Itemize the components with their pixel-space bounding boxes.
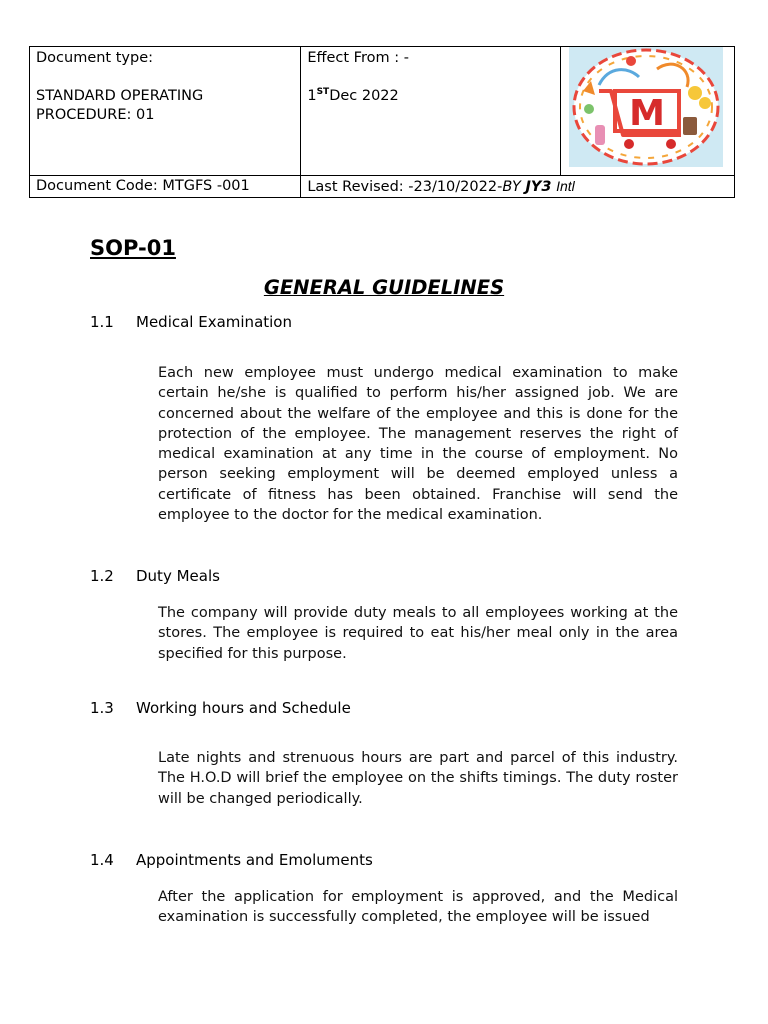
- last-revised: Last Revised: -23/10/2022-: [307, 178, 503, 195]
- logo-letter: M: [628, 93, 665, 134]
- logo-cell: [560, 47, 734, 176]
- section-heading-1-4: [90, 851, 373, 869]
- revised-by: BY: [502, 178, 521, 195]
- document-type-label: Document type:: [36, 50, 154, 66]
- section-heading-text: Duty Meals: [136, 567, 220, 585]
- effect-month-year: Dec 2022: [329, 88, 399, 104]
- section-heading-1-2: [90, 567, 220, 585]
- document-type-value-line1: STANDARD OPERATING: [36, 88, 204, 104]
- document-code: Document Code: MTGFS -001: [36, 178, 250, 194]
- section-heading-text: Medical Examination: [136, 313, 292, 331]
- section-heading-1-3: [90, 699, 351, 717]
- document-code-cell: [30, 176, 301, 198]
- effect-from-label: Effect From : -: [307, 50, 409, 66]
- section-body-1-2: The company will provide duty meals to all employees working at the stores. The employee is required to eat his/her meal only in the area specified for this purpose.: [158, 605, 678, 662]
- sop-title: SOP-01: [90, 236, 176, 260]
- section-body-1-3: Late nights and strenuous hours are part and parcel of this industry. The H.O.D will brief the employee on the shifts timings. The duty roster will be changed periodically.: [158, 750, 678, 807]
- effect-day: 1: [307, 88, 317, 104]
- section-number: 1.1: [90, 313, 114, 331]
- section-body-1-4: After the application for employment is approved, and the Medical examination is successfully completed, the employee will be issued: [158, 889, 678, 926]
- section-heading-1-1: [90, 313, 292, 331]
- document-header-table: [29, 46, 735, 198]
- section-heading-text: Appointments and Emoluments: [136, 851, 373, 869]
- section-number: 1.4: [90, 851, 114, 869]
- document-type-cell: [30, 47, 301, 176]
- company-logo: [569, 47, 723, 167]
- document-type-value-line2: PROCEDURE: 01: [36, 107, 155, 123]
- section-number: 1.2: [90, 567, 114, 585]
- effect-from-cell: [301, 47, 560, 176]
- effect-from-date: [307, 87, 553, 106]
- revised-intl: Intl: [556, 177, 575, 194]
- last-revised-cell: [301, 176, 735, 198]
- effect-day-suffix: ST: [316, 87, 330, 98]
- guidelines-title: GENERAL GUIDELINES: [263, 276, 505, 299]
- section-heading-text: Working hours and Schedule: [136, 699, 351, 717]
- section-number: 1.3: [90, 699, 114, 717]
- section-body-1-1: Each new employee must undergo medical examination to make certain he/she is qualified to perform his/her assigned job. We are concerned about the welfare of the employee and this is done for the protection of the employee. The management reserves the right of medical examination at any time in the course of employment. No person seeking employment will be deemed employed unless a certificate of fitness has been obtained. Franchise will send the employee to the doctor for the medical examination.: [158, 365, 678, 524]
- revised-brand: JY3: [525, 178, 552, 195]
